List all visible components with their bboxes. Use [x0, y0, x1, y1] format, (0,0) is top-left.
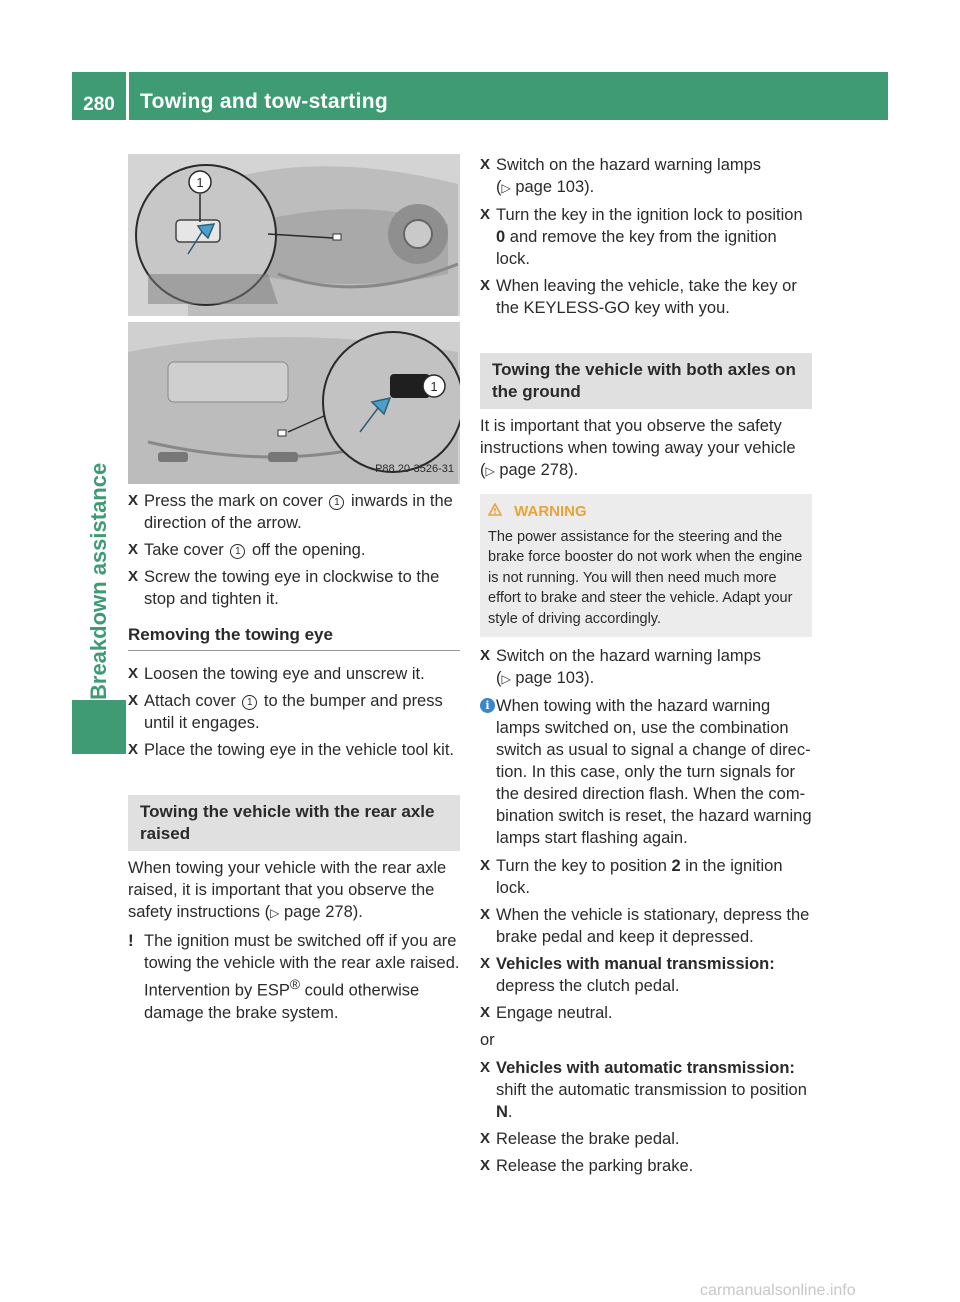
or-separator: or	[480, 1031, 495, 1049]
callout-1-icon: 1	[329, 495, 344, 510]
warning-heading: WARNING	[488, 502, 804, 523]
step-marker-icon: X	[128, 692, 139, 709]
warning-triangle-icon	[488, 503, 506, 520]
instruction-step: X Take cover 1 off the opening.	[128, 541, 366, 559]
instruction-step: X Attach cover 1 to the bumper and press until it engages.	[128, 692, 443, 732]
instruction-step: X Turn the key in the ignition lock to position 0 and remove the key from the ignition lock.	[480, 206, 803, 268]
step-marker-icon: X	[480, 1004, 491, 1021]
instruction-step: X Vehicles with automatic transmission: shift the automatic transmission to position N.	[480, 1059, 807, 1121]
rear-bumper-illustration	[128, 322, 460, 484]
callout-1-icon: 1	[242, 695, 257, 710]
step-marker-icon: X	[480, 857, 491, 874]
step-marker-icon: X	[480, 206, 491, 223]
info-note: i When towing with the hazard warning lamps switched on, use the combination switch as usual to signal a change of direction. In this case, only the turn signals for the desired direction flash. When the combination switch is reset, the hazard warning lamps start flashing again.	[480, 695, 812, 849]
instruction-step: X When leaving the vehicle, take the key or the KEYLESS-GO key with you.	[480, 277, 797, 317]
figure-code: P88.20-3526-31	[375, 463, 454, 475]
step-marker-icon: X	[480, 156, 491, 173]
instruction-step: X Place the towing eye in the vehicle tool kit.	[128, 741, 455, 759]
instruction-step: X Release the brake pedal.	[480, 1130, 680, 1148]
step-marker-icon: X	[480, 647, 491, 664]
side-tab-label: Breakdown assistance	[86, 462, 111, 700]
page-reference-icon: ▷	[485, 464, 495, 478]
left-column	[128, 154, 460, 1030]
instruction-step: X Release the parking brake.	[480, 1157, 694, 1175]
info-icon: i	[480, 698, 495, 713]
step-marker-icon: X	[128, 568, 139, 585]
instruction-step: X Loosen the towing eye and unscrew it.	[128, 665, 425, 683]
step-marker-icon: X	[128, 741, 139, 758]
instruction-step: X Turn the key to position 2 in the ignition lock.	[480, 857, 783, 897]
page-reference-icon: ▷	[270, 906, 280, 920]
page-number: 280	[72, 72, 126, 120]
instruction-step: X Engage neutral.	[480, 1004, 613, 1022]
step-marker-icon: X	[480, 955, 491, 972]
instruction-step: X Switch on the hazard warning lamps (▷ page 103).	[480, 156, 762, 196]
step-marker-icon: X	[480, 1130, 491, 1147]
watermark: carmanualsonline.info	[700, 1282, 856, 1299]
side-tab-marker	[72, 700, 126, 754]
warning-text: The power assistance for the steering and the brake force booster do not work when the engine is not running. You will then need much more effort to brake and steer the vehicle. Adapt your style of driving accordingly.	[488, 528, 803, 627]
paragraph: When towing your vehicle with the rear axle raised, it is important that you observe the safety instructions (▷ page 278).	[128, 859, 447, 921]
instruction-step: X Screw the towing eye in clockwise to the stop and tighten it.	[128, 568, 440, 608]
callout-number: 1	[430, 379, 438, 394]
warning-box	[480, 494, 812, 637]
step-marker-icon: X	[480, 1059, 491, 1076]
section-heading: Towing the vehicle with both axles on the ground	[480, 353, 812, 409]
callout-1-icon: 1	[230, 544, 245, 559]
caution-note: ! The ignition must be switched off if you are towing the vehicle with the rear axle raised. Intervention by ESP® could otherwise damage the brake system.	[128, 931, 460, 1022]
step-marker-icon: X	[128, 492, 139, 509]
page-reference-icon: ▷	[501, 672, 511, 686]
instruction-step: X When the vehicle is stationary, depress the brake pedal and keep it depressed.	[480, 906, 810, 946]
step-marker-icon: X	[480, 906, 491, 923]
step-marker-icon: X	[480, 277, 491, 294]
chapter-title: Towing and tow-starting	[140, 90, 388, 113]
header-separator	[126, 72, 129, 120]
instruction-step: X Press the mark on cover 1 inwards in the direction of the arrow.	[128, 492, 453, 532]
right-column	[480, 154, 812, 1182]
instruction-step: X Switch on the hazard warning lamps (▷ page 103).	[480, 647, 762, 687]
step-marker-icon: X	[480, 1157, 491, 1174]
section-heading: Towing the vehicle with the rear axle raised	[128, 795, 460, 851]
front-bumper-illustration	[128, 154, 460, 316]
instruction-step: X Vehicles with manual transmission: depress the clutch pedal.	[480, 955, 775, 995]
step-marker-icon: X	[128, 665, 139, 682]
subheading: Removing the towing eye	[128, 624, 460, 651]
callout-number: 1	[196, 175, 204, 190]
step-marker-icon: X	[128, 541, 139, 558]
exclamation-icon: !	[128, 931, 134, 950]
paragraph: It is important that you observe the safety instructions when towing away your vehicle (▷ page 278).	[480, 417, 796, 479]
page-reference-icon: ▷	[501, 181, 511, 195]
